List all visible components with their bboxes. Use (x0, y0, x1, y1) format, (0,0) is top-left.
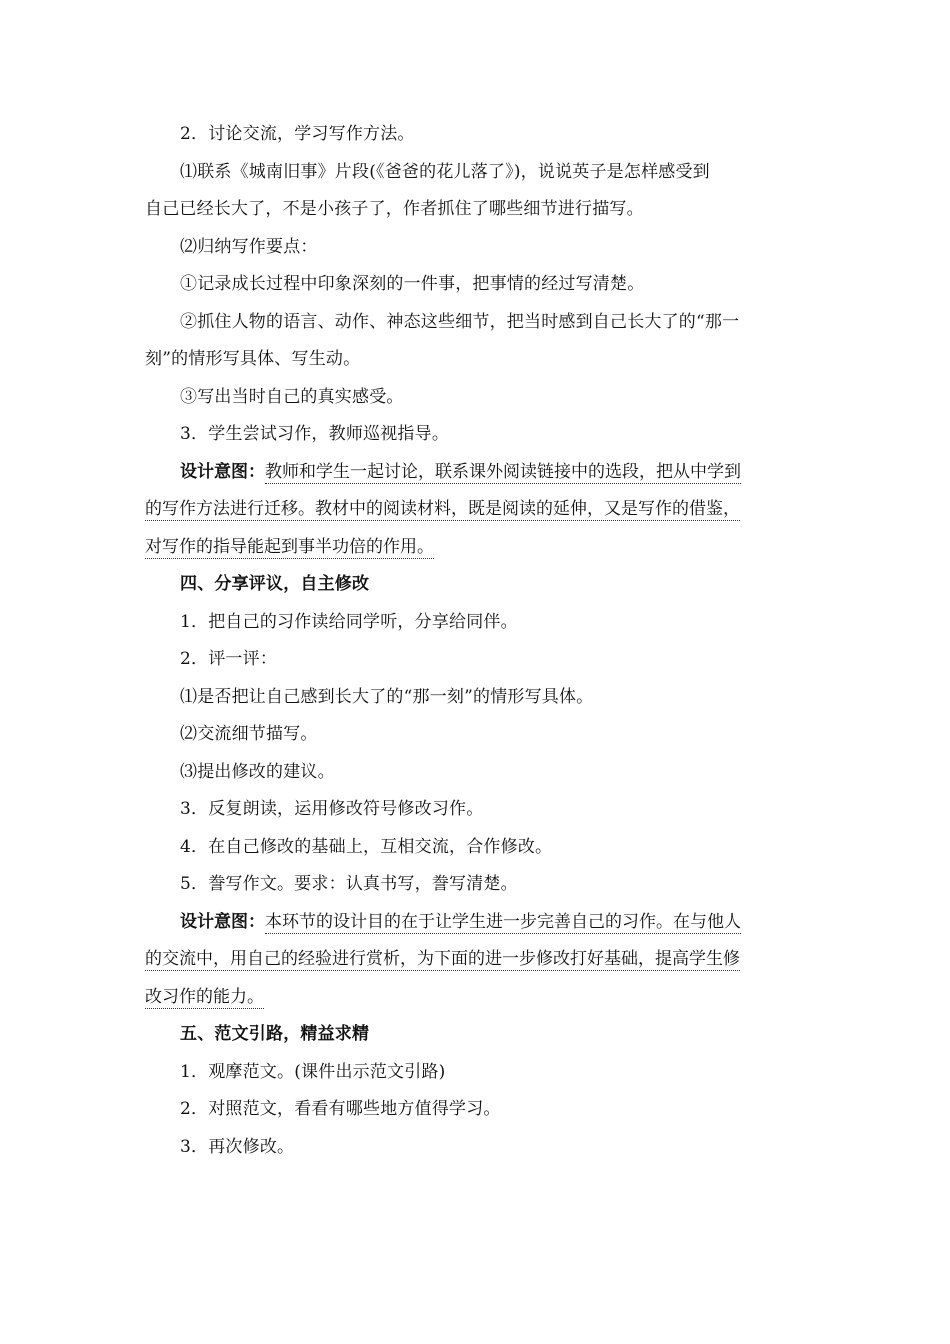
design-intent-label: 设计意图： (180, 911, 265, 932)
design-intent-text: 改习作的能力。 (145, 986, 264, 1007)
s4-item-2: ⑵交流细节描写。 (180, 724, 318, 744)
design-intent-2-line-2 (145, 941, 810, 979)
design-intent-1-line-2 (145, 491, 810, 529)
design-intent-text: 本环节的设计目的在于让学生进一步完善自己的习作。在与他人 (265, 911, 741, 932)
s4-step-3: 3．反复朗读，运用修改符号修改习作。 (180, 799, 484, 819)
item-2-summary: ⑵归纳写作要点： (180, 236, 318, 257)
s4-item-3: ⑶提出修改的建议。 (180, 761, 335, 782)
design-intent-2 (145, 904, 810, 1017)
design-intent-1-line-1 (145, 454, 810, 492)
s4-step-4: 4．在自己修改的基础上，互相交流，合作修改。 (180, 836, 553, 857)
point-2: ②抓住人物的语言、动作、神态这些细节，把当时感到自己长大了的“那一 (180, 311, 740, 332)
s5-step-3: 3．再次修改。 (180, 1136, 295, 1157)
design-intent-text: 的交流中，用自己的经验进行赏析，为下面的进一步修改打好基础，提高学生修 (145, 949, 740, 969)
step-2-discussion: 2．讨论交流，学习写作方法。 (180, 124, 415, 144)
design-intent-2-line-3 (145, 979, 810, 1017)
s4-step-5: 5．誊写作文。要求：认真书写，誊写清楚。 (180, 874, 518, 894)
design-intent-text: 教师和学生一起讨论，联系课外阅读链接中的选段，把从中学到 (265, 461, 741, 482)
section-5-heading: 五、范文引路，精益求精 (180, 1024, 370, 1044)
design-intent-label: 设计意图： (180, 461, 265, 482)
item-1-reference: ⑴联系《城南旧事》片段(《爸爸的花儿落了》)，说说英子是怎样感受到 (180, 161, 710, 182)
design-intent-text: 对写作的指导能起到事半功倍的作用。 (145, 536, 434, 557)
item-1-reference-cont: 自己已经长大了，不是小孩子了，作者抓住了哪些细节进行描写。 (145, 199, 644, 219)
design-intent-text: 的写作方法进行迁移。教材中的阅读材料，既是阅读的延伸，又是写作的借鉴， (145, 499, 740, 519)
design-intent-2-line-1 (145, 904, 810, 942)
s4-step-2: 2．评一评： (180, 649, 278, 669)
document-body (145, 116, 810, 1166)
section-4-heading: 四、分享评议，自主修改 (180, 574, 370, 594)
design-intent-1 (145, 454, 810, 567)
point-2-cont: 刻”的情形写具体、写生动。 (145, 349, 361, 369)
point-3: ③写出当时自己的真实感受。 (180, 386, 404, 407)
point-1: ①记录成长过程中印象深刻的一件事，把事情的经过写清楚。 (180, 274, 645, 294)
design-intent-1-line-3 (145, 529, 810, 567)
step-3-practice: 3．学生尝试习作，教师巡视指导。 (180, 424, 450, 444)
s5-step-2: 2．对照范文，看看有哪些地方值得学习。 (180, 1099, 501, 1119)
s5-step-1: 1．观摩范文。(课件出示范文引路) (180, 1061, 446, 1082)
s4-step-1: 1．把自己的习作读给同学听，分享给同伴。 (180, 611, 518, 632)
s4-item-1: ⑴是否把让自己感到长大了的“那一刻”的情形写具体。 (180, 686, 594, 707)
